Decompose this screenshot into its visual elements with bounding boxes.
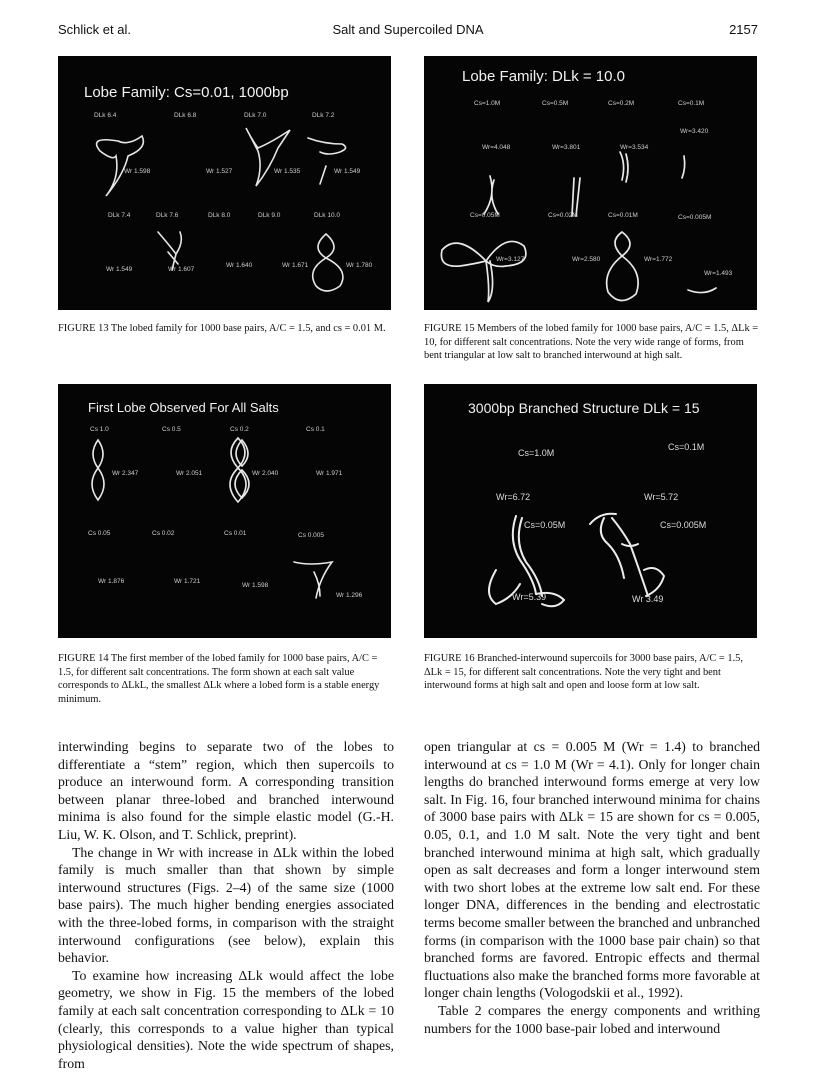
fig15-label: Cs=0.5M — [542, 100, 569, 107]
figure-16-image — [424, 384, 757, 638]
fig14-label: Wr 2.051 — [176, 470, 203, 477]
fig14-label: Cs 0.5 — [162, 426, 181, 433]
fig14-label: Wr 2.347 — [112, 470, 139, 477]
fig14-label: Wr 1.598 — [242, 582, 269, 589]
figure-16-title: 3000bp Branched Structure DLk = 15 — [468, 400, 700, 416]
fig14-label: Cs 0.05 — [88, 530, 111, 537]
fig14-label: Cs 0.01 — [224, 530, 247, 537]
fig14-label: Cs 0.005 — [298, 532, 325, 539]
figure-15-caption: FIGURE 15 Members of the lobed family for 1000 base pairs, A/C = 1.5, ΔLk = 10, for different salt concentrations. Note the very wide range of forms, from bent triangular at low salt to branched interwound at high salt. — [424, 323, 759, 362]
fig16-label: Cs=1.0M — [518, 448, 555, 458]
fig14-label: Cs 0.2 — [230, 426, 249, 433]
fig16-label: Cs=0.05M — [524, 520, 566, 530]
fig16-label: Wr 3.49 — [632, 594, 664, 604]
fig13-label: Wr 1.535 — [274, 168, 301, 175]
fig14-label: Wr 2.040 — [252, 470, 279, 477]
paragraph: open triangular at cs = 0.005 M (Wr = 1.4) to branched interwound at cs = 1.0 M (Wr = 4.1). Only for longer chain lengths do branched interwound forms emerge at very low salt. In Fig. 16, four branched interwound minima for chains of 3000 base pairs with ΔLk = 15 are shown for cs = 0.005, 0.05, 0.1, and 1.0 M salt. Note the very tight and bent branched interwound minima at high salt, which gradually open as salt decreases and form a longer interwound stem with two short lobes at the extreme low salt end. For these longer DNA, differences in the bending and electrostatic terms become smaller between the branched and unbranched forms (in comparison with the 1000 base pair chain) so that branched forms are favored. Entropic effects and thermal fluctuations also make the branched forms more favorable at longer chain lengths (Vologodskii et al., 1992). — [424, 739, 760, 1001]
fig16-label: Wr=5.72 — [644, 492, 679, 502]
fig16-label: Wr=5.39 — [512, 592, 547, 602]
fig15-label: Wr=4.048 — [482, 144, 511, 151]
figure-14-dna-renderings — [58, 384, 391, 638]
figure-16-dna-renderings — [424, 384, 757, 638]
figure-13-caption: FIGURE 13 The lobed family for 1000 base pairs, A/C = 1.5, and cs = 0.01 M. — [58, 323, 386, 334]
fig14-label: Cs 1.0 — [90, 426, 109, 433]
fig15-label: Wr=3.534 — [620, 144, 649, 151]
paragraph: The change in Wr with increase in ΔLk within the lobed family is much smaller than that shown by simple interwound structures (Figs. 2–4) of the same size (1000 base pairs). The much higher bending energies associated with the three-lobed forms, in comparison with the straight interwound configurations (see below), explain this behavior. — [58, 844, 394, 966]
fig13-label: DLk 6.8 — [174, 112, 197, 119]
fig13-label: DLk 6.4 — [94, 112, 117, 119]
fig13-label: Wr 1.780 — [346, 262, 373, 269]
fig16-label: Cs=0.1M — [668, 442, 705, 452]
fig15-label: Wr=1.493 — [704, 270, 733, 277]
running-header-title: Salt and Supercoiled DNA — [332, 22, 484, 37]
body-text-right-column — [424, 738, 760, 1037]
figure-13-title: Lobe Family: Cs=0.01, 1000bp — [84, 84, 289, 101]
fig15-label: Wr=2.580 — [572, 256, 601, 263]
figure-15-title: Lobe Family: DLk = 10.0 — [462, 68, 626, 85]
fig13-label: Wr 1.527 — [206, 168, 233, 175]
fig13-label: DLk 8.0 — [208, 212, 231, 219]
fig14-label: Wr 1.721 — [174, 578, 201, 585]
fig16-label: Wr=6.72 — [496, 492, 531, 502]
body-text-left-column — [58, 738, 394, 1072]
fig15-label: Cs=0.01M — [608, 212, 638, 219]
paragraph: interwinding begins to separate two of the lobes to differentiate a “stem” region, which then supercoils to produce an interwound form. A corresponding transition between planar three-lobed and branched interwound minima is also found for the simple elastic model (G.-H. Liu, W. K. Olson, and T. Schlick, preprint). — [58, 739, 394, 842]
fig15-label: Wr=3.127 — [496, 256, 525, 263]
figure-13-image — [58, 56, 391, 310]
fig14-label: Wr 1.876 — [98, 578, 125, 585]
fig15-label: Cs=1.0M — [474, 100, 501, 107]
fig13-label: Wr 1.598 — [124, 168, 151, 175]
fig13-label: DLk 10.0 — [314, 212, 341, 219]
fig14-label: Cs 0.1 — [306, 426, 325, 433]
figure-14-caption: FIGURE 14 The first member of the lobed family for 1000 base pairs, A/C = 1.5, for different salt concentrations. The form shown at each salt value corresponds to ΔLkL, the smallest ΔLk where a lobed form is a stable energy minimum. — [58, 653, 380, 705]
fig13-label: DLk 9.0 — [258, 212, 281, 219]
fig15-label: Cs=0.1M — [678, 100, 705, 107]
fig13-label: Wr 1.640 — [226, 262, 253, 269]
fig14-label: Cs 0.02 — [152, 530, 175, 537]
fig15-label: Wr=1.772 — [644, 256, 673, 263]
fig15-label: Wr=3.420 — [680, 128, 709, 135]
fig13-label: DLk 7.2 — [312, 112, 335, 119]
fig16-label: Cs=0.005M — [660, 520, 707, 530]
fig15-label: Cs=0.005M — [678, 214, 712, 221]
paragraph: To examine how increasing ΔLk would affect the lobe geometry, we show in Fig. 15 the members of the lobed family at each salt concentration corresponding to ΔLk = 10 (clearly, this corresponds to a value higher than typical physiological densities). Note the wide spectrum of shapes, from — [58, 967, 394, 1071]
paragraph: Table 2 compares the energy components and writhing numbers for the 1000 base-pair lobed and interwound — [424, 1002, 760, 1036]
fig13-label: Wr 1.549 — [106, 266, 133, 273]
fig15-label: Cs=0.2M — [608, 100, 635, 107]
fig13-label: Wr 1.549 — [334, 168, 361, 175]
fig15-label: Cs=0.05M — [470, 212, 500, 219]
figure-14-title: First Lobe Observed For All Salts — [88, 400, 279, 415]
figure-14-image — [58, 384, 391, 638]
fig13-label: DLk 7.0 — [244, 112, 267, 119]
fig13-label: DLk 7.6 — [156, 212, 179, 219]
running-header-authors: Schlick et al. — [58, 22, 131, 37]
figure-15-image — [424, 56, 757, 310]
fig15-label: Wr=3.801 — [552, 144, 581, 151]
fig13-label: Wr 1.671 — [282, 262, 309, 269]
fig13-label: DLk 7.4 — [108, 212, 131, 219]
page-number: 2157 — [729, 22, 758, 37]
fig13-label: Wr 1.607 — [168, 266, 195, 273]
fig14-label: Wr 1.296 — [336, 592, 363, 599]
fig14-label: Wr 1.971 — [316, 470, 343, 477]
figure-16-caption: FIGURE 16 Branched-interwound supercoils for 3000 base pairs, A/C = 1.5, ΔLk = 15, for different salt concentrations. Note the very tight and bent interwound forms at high salt and open and loose form at low salt. — [424, 653, 743, 692]
fig15-label: Cs=0.02M — [548, 212, 578, 219]
